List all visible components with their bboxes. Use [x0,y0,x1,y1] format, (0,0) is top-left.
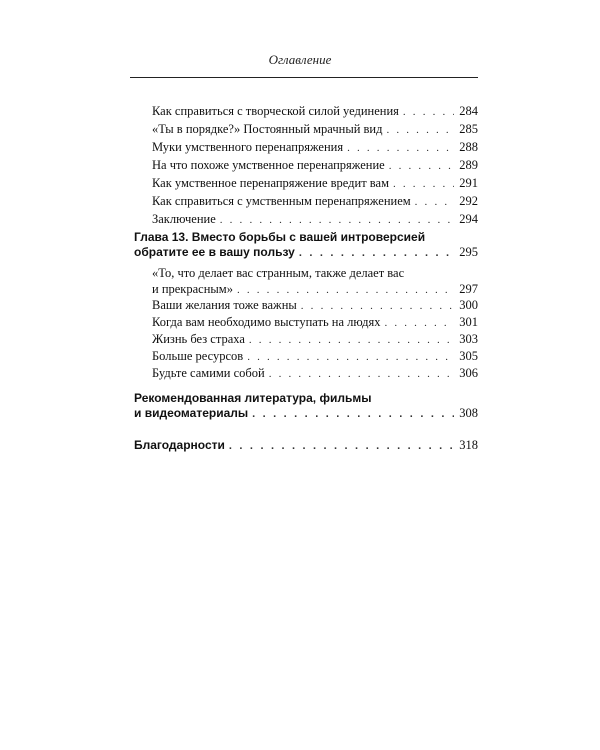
toc-entry-page: 295 [459,245,478,259]
toc-entry[interactable] [152,298,478,314]
toc-entry-page: 291 [459,176,478,190]
toc-entry-title: «Ты в порядке?» Постоянный мрачный вид [152,122,383,136]
toc-entry[interactable] [152,122,478,138]
toc-entry-title: Когда вам необходимо выступать на людях [152,315,381,329]
toc-entry-title: Будьте самими собой [152,366,265,380]
dot-leader [237,283,454,298]
toc-entry-title: Муки умственного перенапряжения [152,140,344,154]
dot-leader [229,439,454,454]
toc-entry-title: Как справиться с творческой силой уединения [152,104,399,118]
toc-entry-page: 318 [459,438,478,452]
toc-entry-page: 303 [459,332,478,346]
toc-entry-page: 305 [459,349,478,363]
dot-leader [247,350,454,365]
toc-entry-page: 300 [459,298,478,312]
toc-entry[interactable] [152,140,478,156]
toc-entry[interactable] [152,349,478,365]
dot-leader [269,367,454,382]
thanks-title: Благодарности [134,438,225,452]
dot-leader [249,333,454,348]
toc-entry-page: 297 [459,282,478,296]
chapter-13-title-line2: обратите ее в вашу пользу [134,245,295,259]
chapter-13-title-line1[interactable]: Глава 13. Вместо борьбы с вашей интроверсией [134,230,426,244]
toc-entry[interactable] [152,366,478,382]
dot-leader [252,407,454,422]
toc-entry[interactable] [152,194,478,210]
toc-entry[interactable] [152,332,478,348]
toc-entry-page: 289 [459,158,478,172]
dot-leader [220,213,454,228]
thanks-entry[interactable] [134,438,478,454]
toc-entry-title: Заключение [152,212,216,226]
toc-entry[interactable] [152,212,478,228]
chapter-13-entry[interactable] [134,245,478,261]
recommended-title-line2: и видеоматериалы [134,406,249,420]
dot-leader [386,123,454,138]
toc-entry-title: Больше ресурсов [152,349,244,363]
toc-entry-page: 285 [459,122,478,136]
header-rule [130,77,478,78]
toc-entry-page: 288 [459,140,478,154]
dot-leader [299,246,454,261]
toc-entry-title: Ваши желания тоже важны [152,298,297,312]
toc-entry-title: Как умственное перенапряжение вредит вам [152,176,389,190]
dot-leader [415,195,454,210]
toc-entry[interactable] [152,176,478,192]
toc-entry[interactable] [152,104,478,120]
toc-entry-page: 308 [459,406,478,420]
toc-entry[interactable] [152,315,478,331]
toc-entry[interactable] [152,282,478,298]
running-header: Оглавление [268,52,332,67]
dot-leader [393,177,454,192]
dot-leader [389,159,454,174]
toc-entry-title: Жизнь без страха [152,332,245,346]
toc-entry-page: 284 [459,104,478,118]
toc-entry-page: 294 [459,212,478,226]
toc-entry[interactable] [152,158,478,174]
toc-entry-title: и прекрасным» [152,282,233,296]
dot-leader [301,299,454,314]
toc-entry-title-line1[interactable]: «То, что делает вас странным, также делает вас [152,266,405,280]
toc-entry-page: 306 [459,366,478,380]
recommended-title-line1[interactable]: Рекомендованная литература, фильмы [134,391,372,405]
dot-leader [384,316,454,331]
toc-entry-title: Как справиться с умственным перенапряжением [152,194,411,208]
toc-entry-page: 292 [459,194,478,208]
toc-entry-page: 301 [459,315,478,329]
dot-leader [347,141,454,156]
recommended-entry[interactable] [134,406,478,422]
toc-entry-title: На что похоже умственное перенапряжение [152,158,385,172]
dot-leader [403,105,454,120]
